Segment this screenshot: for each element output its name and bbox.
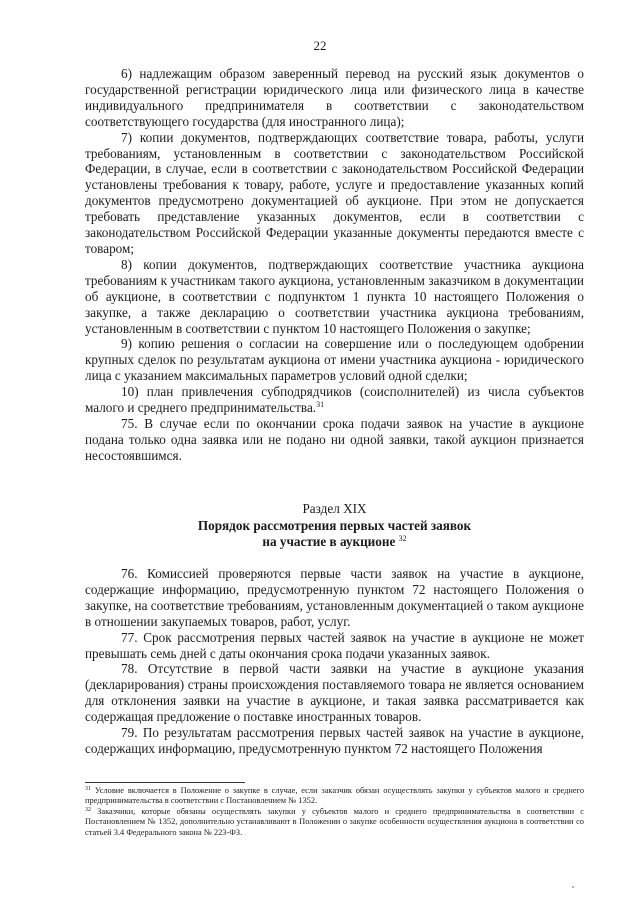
clause-77-paragraph: 77. Срок рассмотрения первых частей заявок на участие в аукционе не может превышать семь дней с даты окончания срока подачи указанных заявок. xyxy=(85,629,584,661)
item-10-paragraph xyxy=(85,384,584,416)
footnote-mark: 32 xyxy=(85,806,91,813)
clause-76-paragraph: 76. Комиссией проверяются первые части заявок на участие в аукционе, содержащие информацию, предусмотренную пунктом 72 настоящего Положения о закупке, на соответствие требованиям, установленным документацией о таком аукционе в отношении закупаемых товаров, работ, услуг. xyxy=(85,566,584,629)
section-body xyxy=(85,566,584,757)
footnotes xyxy=(85,786,584,838)
footnote-text: Заказчики, которые обязаны осуществлять закупки у субъектов малого и среднего предпринимательства в соответствии с Постановлением № 1352, дополнительно устанавливают в Положении о закупке особенности осуществления аукциона в соответствии со статьей 3.4 Федерального закона № 223-ФЗ. xyxy=(85,806,585,837)
footnote-31 xyxy=(85,786,584,807)
item-8-paragraph: 8) копии документов, подтверждающих соответствие участника аукциона требованиям к участникам такого аукциона, установленным заказчиком в документации об аукционе, в соответствии с подпунктом 1 пункта 10 настоящего Положения о закупке, а также декларацию о соответствии участника аукциона требованиям, установленным в соответствии с пунктом 10 настоящего Положения о закупке; xyxy=(85,256,584,336)
section-title-text: на участие в аукционе xyxy=(262,534,396,549)
section-title-line-1: Порядок рассмотрения первых частей заявок xyxy=(197,518,472,533)
clause-79-paragraph: 79. По результатам рассмотрения первых частей заявок на участие в аукционе, содержащих информацию, предусмотренную пунктом 72 настоящего Положения xyxy=(85,725,584,756)
footnote-32 xyxy=(85,807,584,838)
footnote-text: Условие включается в Положение о закупке в случае, если заказчик обязан осуществлять закупки у субъектов малого и среднего предпринимательства в соответствии с Постановлением № 1352. xyxy=(85,786,585,806)
item-6-paragraph: 6) надлежащим образом заверенный перевод на русский язык документов о государственной регистрации юридического лица или физического лица в качестве индивидуального предпринимателя в соответствии с законодательством соответствующего государства (для иностранного лица); xyxy=(85,66,584,129)
scan-speck xyxy=(572,886,574,888)
section-label: Раздел XIX xyxy=(302,501,367,516)
item-9-paragraph: 9) копию решения о согласии на совершение или о последующем одобрении крупных сделок по результатам аукциона от имени участника аукциона - юридического лица с указанием максимальных параметров условий одной сделки; xyxy=(85,336,584,384)
item-7-paragraph: 7) копии документов, подтверждающих соответствие товара, работы, услуги требованиям, установленным в соответствии с законодательством Российской Федерации, в случае, если в соответствии с законодательством Российской Федерации установлены требования к товару, работе, услуге и предоставление указанных копий документов предусмотрено документацией об аукционе. При этом не допускается требовать представление указанных документов, если в соответствии с законодательством Российской Федерации указанные документы передаются вместе с товаром; xyxy=(85,129,584,256)
clause-78-paragraph: 78. Отсутствие в первой части заявки на участие в аукционе указания (декларирования) страны происхождения поставляемого товара не является основанием для отклонения заявки на участие в аукционе, и такая заявка рассматривается как содержащая предложение о поставке иностранных товаров. xyxy=(85,661,584,725)
clause-75-paragraph: 75. В случае если по окончании срока подачи заявок на участие в аукционе подана только одна заявка или не подано ни одной заявки, такой аукцион признается несостоявшимся. xyxy=(85,415,584,463)
section-title xyxy=(85,518,584,550)
page-number: 22 xyxy=(313,38,327,53)
footnote-ref-32[interactable]: 32 xyxy=(398,534,407,543)
footnote-divider xyxy=(85,782,245,783)
requirements-list xyxy=(85,66,584,464)
section-title-line-2 xyxy=(85,534,584,550)
footnote-mark: 31 xyxy=(85,786,91,792)
footnote-ref-31[interactable]: 31 xyxy=(316,400,325,410)
item-10-text: 10) план привлечения субподрядчиков (соисполнителей) из числа субъектов малого и среднего предпринимательства. xyxy=(85,384,584,416)
